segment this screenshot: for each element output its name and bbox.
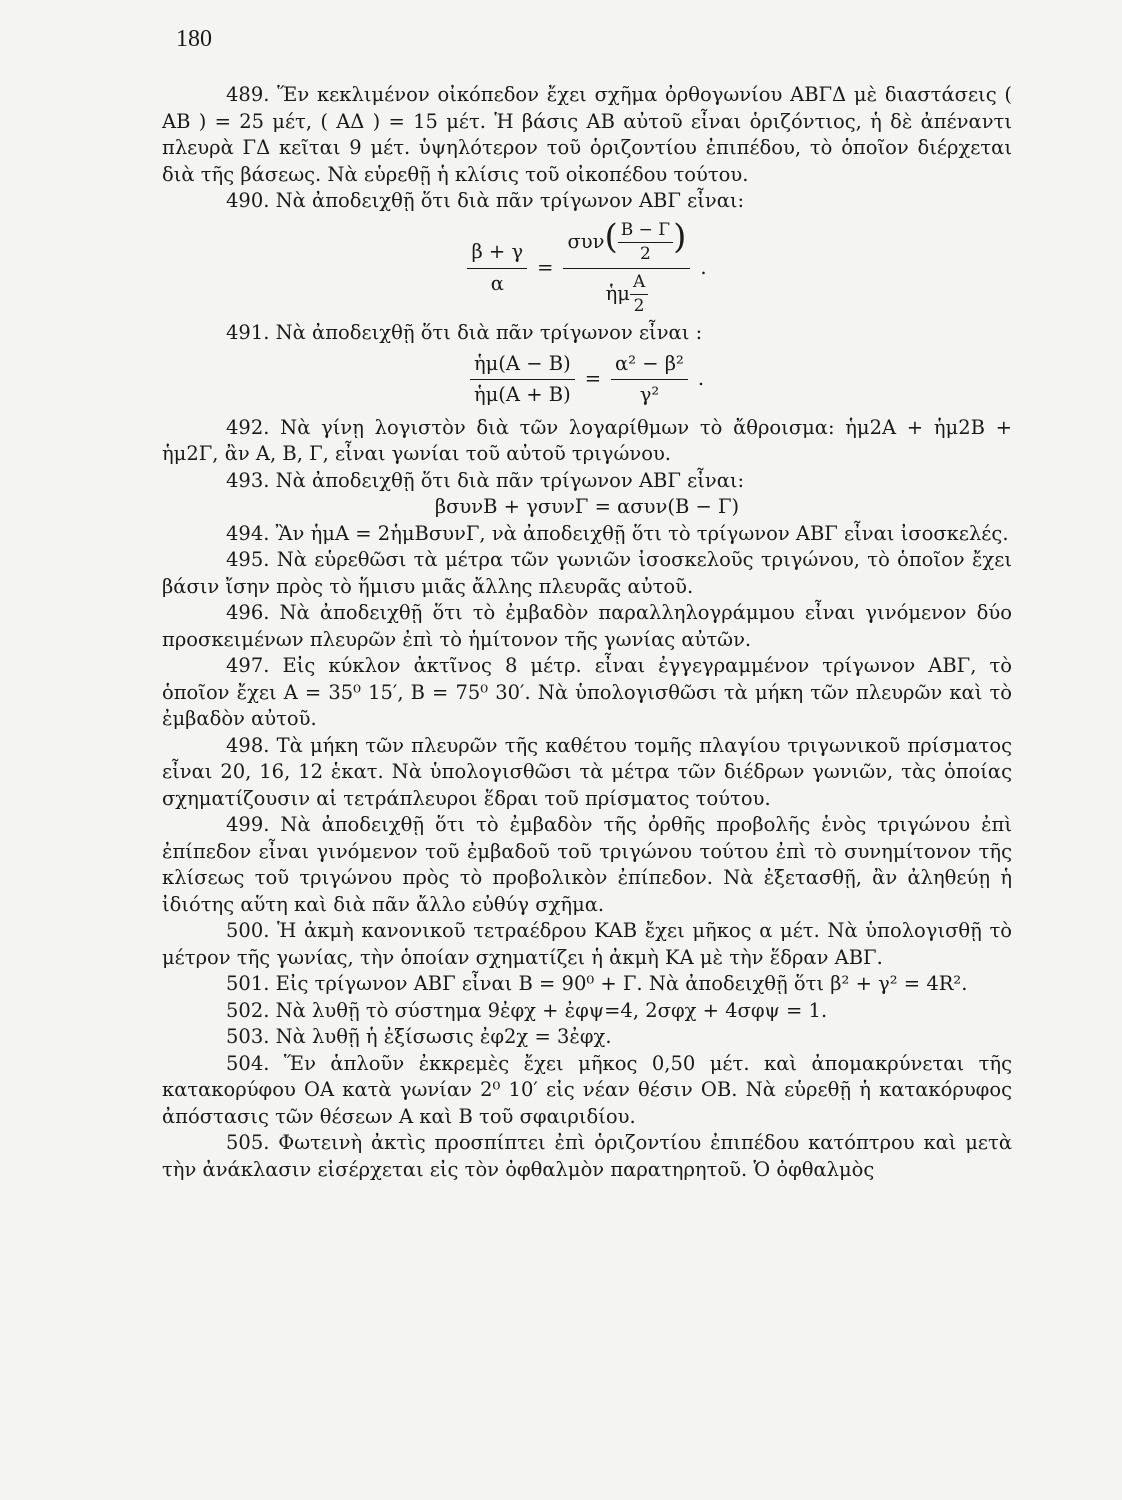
formula-490-half-angle — [630, 271, 648, 318]
problem-489: 489. Ἕν κεκλιμένον οἰκόπεδον ἔχει σχῆμα ὀρθογωνίου ΑΒΓΔ μὲ διαστάσεις ( ΑΒ ) = 25 μέτ, ( ΑΔ ) = 15 μέτ. Ἡ βάσις ΑΒ αὐτοῦ εἶναι ὁριζόντιος, ἡ δὲ ἀπέναντι πλευρὰ ΓΔ κεῖται 9 μέτ. ὑψηλότερον τοῦ ὁριζοντίου ἐπιπέδου, τὸ ὁποῖον διέρχεται διὰ τῆς βάσεως. Νὰ εὑρεθῇ ἡ κλίσις τοῦ οἰκοπέδου τούτου. — [162, 83, 1012, 186]
formula-490-lhs-den: α — [490, 271, 504, 295]
formula-491-rhs-den: γ² — [639, 383, 660, 407]
formula-491 — [162, 351, 1012, 409]
formula-490-inner-frac — [618, 219, 673, 266]
formula-491-lhs-num: ἡμ(Α − Β) — [470, 351, 575, 381]
formula-490-period: . — [700, 256, 707, 280]
problem-502: 502. Νὰ λυθῇ τὸ σύστημα 9ἐφχ + ἐφψ=4, 2σφχ + 4σφψ = 1. — [226, 998, 828, 1022]
problem-500: 500. Ἡ ἀκμὴ κανονικοῦ τετραέδρου ΚΑΒ ἔχει μῆκος α μέτ. Νὰ ὑπολογισθῇ τὸ μέτρον τῆς γωνίας, τὴν ὁποίαν σχηματίζει ἡ ἀκμὴ ΚΑ μὲ τὴν ἕδραν ΑΒΓ. — [162, 919, 1012, 969]
problem-504: 504. Ἕν ἁπλοῦν ἐκκρεμὲς ἔχει μῆκος 0,50 μέτ. καὶ ἀπομακρύνεται τῆς κατακορύφου ΟΑ κατὰ γωνίαν 2⁰ 10′ εἰς νέαν θέσιν ΟΒ. Νὰ εὑρεθῇ ἡ κατακόρυφος ἀπόστασις τῶν θέσεων Α καὶ Β τοῦ σφαιριδίου. — [162, 1051, 1012, 1128]
problem-490: 490. Νὰ ἀποδειχθῇ ὅτι διὰ πᾶν τρίγωνον ΑΒΓ εἶναι: — [226, 189, 745, 213]
formula-490-sin: ἡμ — [605, 281, 630, 305]
formula-491-period: . — [697, 367, 705, 391]
problem-493: 493. Νὰ ἀποδειχθῇ ὅτι διὰ πᾶν τρίγωνον ΑΒΓ εἶναι: — [226, 468, 745, 492]
formula-490-lhs-num: β + γ — [467, 239, 527, 269]
problem-501: 501. Εἰς τρίγωνον ΑΒΓ εἶναι Β = 90⁰ + Γ. Νὰ ἀποδειχθῇ ὅτι β² + γ² = 4R². — [226, 972, 968, 996]
formula-490-inner-num: Β − Γ — [618, 219, 673, 243]
problem-503: 503. Νὰ λυθῇ ἡ ἐξίσωσις ἐφ2χ = 3ἐφχ. — [226, 1025, 612, 1049]
formula-490-rhs-den — [602, 269, 653, 318]
formula-490-lhs — [467, 239, 527, 297]
problem-495: 495. Νὰ εὑρεθῶσι τὰ μέτρα τῶν γωνιῶν ἰσοσκελοῦς τριγώνου, τὸ ὁποῖον ἔχει βάσιν ἴσην πρὸς τὸ ἥμισυ μιᾶς ἄλλης πλευρᾶς αὐτοῦ. — [162, 548, 1012, 598]
formula-491-equals: = — [584, 367, 602, 391]
formula-490 — [162, 216, 1012, 318]
formula-490-rhs-num — [563, 216, 690, 269]
right-paren: ) — [673, 216, 687, 257]
formula-491-rhs — [611, 351, 688, 409]
problem-491: 491. Νὰ ἀποδειχθῇ ὅτι διὰ πᾶν τρίγωνον εἶναι : — [226, 321, 703, 345]
formula-491-rhs-num: α² − β² — [611, 351, 688, 381]
formula-490-cos: συν — [567, 229, 605, 253]
problem-492: 492. Νὰ γίνῃ λογιστὸν διὰ τῶν λογαρίθμων τὸ ἄθροισμα: ἡμ2Α + ἡμ2Β + ἡμ2Γ, ἂν Α, Β, Γ, εἶναι γωνίαι τοῦ αὐτοῦ τριγώνου. — [162, 415, 1012, 466]
problem-496: 496. Νὰ ἀποδειχθῇ ὅτι τὸ ἐμβαδὸν παραλληλογράμμου εἶναι γινόμενον δύο προσκειμένων πλευρῶν ἐπὶ τὸ ἡμίτονον τῆς γωνίας αὐτῶν. — [162, 601, 1012, 651]
formula-490-half-num: Α — [630, 271, 648, 295]
formula-490-half-den: 2 — [633, 295, 645, 316]
problem-494: 494. Ἂν ἡμΑ = 2ἡμΒσυνΓ, νὰ ἀποδειχθῇ ὅτι τὸ τρίγωνον ΑΒΓ εἶναι ἰσοσκελές. — [226, 521, 1009, 545]
page-number: 180 — [176, 26, 212, 52]
formula-490-inner-den: 2 — [640, 243, 651, 264]
formula-493: βσυνΒ + γσυνΓ = ασυν(Β − Γ) — [434, 495, 740, 519]
left-paren: ( — [604, 216, 618, 257]
problem-505: 505. Φωτεινὴ ἀκτὶς προσπίπτει ἐπὶ ὁριζοντίου ἐπιπέδου κατόπτρου καὶ μετὰ τὴν ἀνάκλασιν εἰσέρχεται εἰς τὸν ὀφθαλμὸν παρατηρητοῦ. Ὁ ὀφθαλμὸς — [162, 1131, 1012, 1181]
formula-491-lhs — [470, 351, 575, 409]
formula-490-equals: = — [537, 256, 554, 280]
problem-497: 497. Εἰς κύκλον ἀκτῖνος 8 μέτρ. εἶναι ἐγγεγραμμένον τρίγωνον ΑΒΓ, τὸ ὁποῖον ἔχει Α = 35⁰ 15′, Β = 75⁰ 30′. Νὰ ὑπολογισθῶσι τὰ μήκη τῶν πλευρῶν καὶ τὸ ἐμβαδὸν αὐτοῦ. — [162, 654, 1012, 731]
problem-list — [162, 82, 1012, 1184]
formula-490-rhs — [563, 216, 690, 318]
problem-498: 498. Τὰ μήκη τῶν πλευρῶν τῆς καθέτου τομῆς πλαγίου τριγωνικοῦ πρίσματος εἶναι 20, 16, 12 ἑκατ. Νὰ ὑπολογισθῶσι τὰ μέτρα τῶν διέδρων γωνιῶν, τὰς ὁποίας σχηματίζουσιν αἱ τετράπλευροι ἕδραι τοῦ πρίσματος τούτου. — [162, 733, 1012, 810]
problem-499: 499. Νὰ ἀποδειχθῇ ὅτι τὸ ἐμβαδὸν τῆς ὀρθῆς προβολῆς ἑνὸς τριγώνου ἐπὶ ἐπίπεδον εἶναι γινόμενον τοῦ ἐμβαδοῦ τοῦ τριγώνου τούτου ἐπὶ τὸ συνημίτονον τῆς κλίσεως τοῦ τριγώνου πρὸς τὸ προβολικὸν ἐπίπεδον. Νὰ ἐξετασθῇ, ἂν ἀληθεύῃ ἡ ἰδιότης αὕτη καὶ διὰ πᾶν ἄλλο εὐθύγ σχῆμα. — [162, 813, 1012, 916]
formula-491-lhs-den: ἡμ(Α + Β) — [473, 383, 571, 407]
